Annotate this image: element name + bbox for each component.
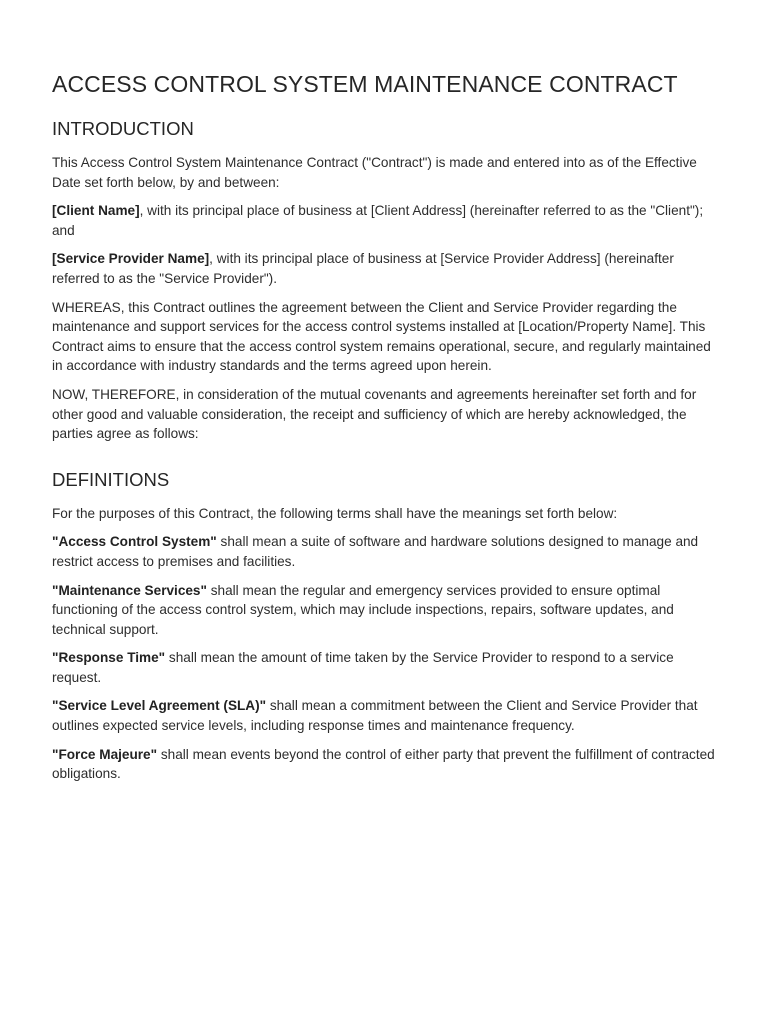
definition-item <box>52 648 722 687</box>
definition-item <box>52 745 722 784</box>
provider-details: , with its principal place of business at [Service Provider Address] (hereinafter referred to as the "Service Provider"). <box>52 251 674 286</box>
definition-text: shall mean a commitment between the Client and Service Provider that outlines expected service levels, including response times and maintenance frequency. <box>52 698 698 734</box>
definition-term: "Access Control System" <box>52 534 217 550</box>
definitions-heading: DEFINITIONS <box>52 468 170 490</box>
definition-text: shall mean the amount of time taken by the Service Provider to respond to a service request. <box>52 650 674 685</box>
whereas-paragraph: WHEREAS, this Contract outlines the agreement between the Client and Service Provider regarding the maintenance and support services for the access control systems installed at [Location/Property Name]. This Contract aims to ensure that the access control system remains operational, secure, and regularly maintained in accordance with industry standards and the terms agreed upon herein. <box>52 299 711 374</box>
definition-text: shall mean events beyond the control of either party that prevent the fulfillment of contracted obligations. <box>52 746 715 782</box>
definition-term: "Force Majeure" <box>52 746 158 762</box>
intro-paragraph: This Access Control System Maintenance Contract ("Contract") is made and entered into as of the Effective Date set forth below, by and between: <box>52 155 697 190</box>
definition-item <box>52 532 722 571</box>
client-details: , with its principal place of business at [Client Address] (hereinafter referred to as the "Client"); and <box>52 203 704 238</box>
client-party-paragraph <box>52 201 722 240</box>
introduction-heading: INTRODUCTION <box>52 118 194 139</box>
document-title: ACCESS CONTROL SYSTEM MAINTENANCE CONTRACT <box>52 71 678 97</box>
definition-term: "Maintenance Services" <box>52 582 207 598</box>
definition-term: "Service Level Agreement (SLA)" <box>52 698 267 714</box>
contract-document <box>52 68 722 793</box>
now-therefore-paragraph: NOW, THEREFORE, in consideration of the mutual covenants and agreements hereinafter set forth and for other good and valuable consideration, the receipt and sufficiency of which are hereby acknowledged, the parties agree as follows: <box>52 386 697 442</box>
definition-item <box>52 581 722 640</box>
client-name: [Client Name] <box>52 203 140 219</box>
definitions-intro: For the purposes of this Contract, the following terms shall have the meanings set forth below: <box>52 505 618 521</box>
definition-item <box>52 696 722 735</box>
definition-text: shall mean the regular and emergency services provided to ensure optimal functioning of the access control system, which may include inspections, repairs, software updates, and technical support. <box>52 582 674 637</box>
provider-party-paragraph <box>52 249 722 288</box>
provider-name: [Service Provider Name] <box>52 251 210 267</box>
definition-text: shall mean a suite of software and hardware solutions designed to manage and restrict access to premises and facilities. <box>52 534 699 569</box>
definition-term: "Response Time" <box>52 650 166 666</box>
